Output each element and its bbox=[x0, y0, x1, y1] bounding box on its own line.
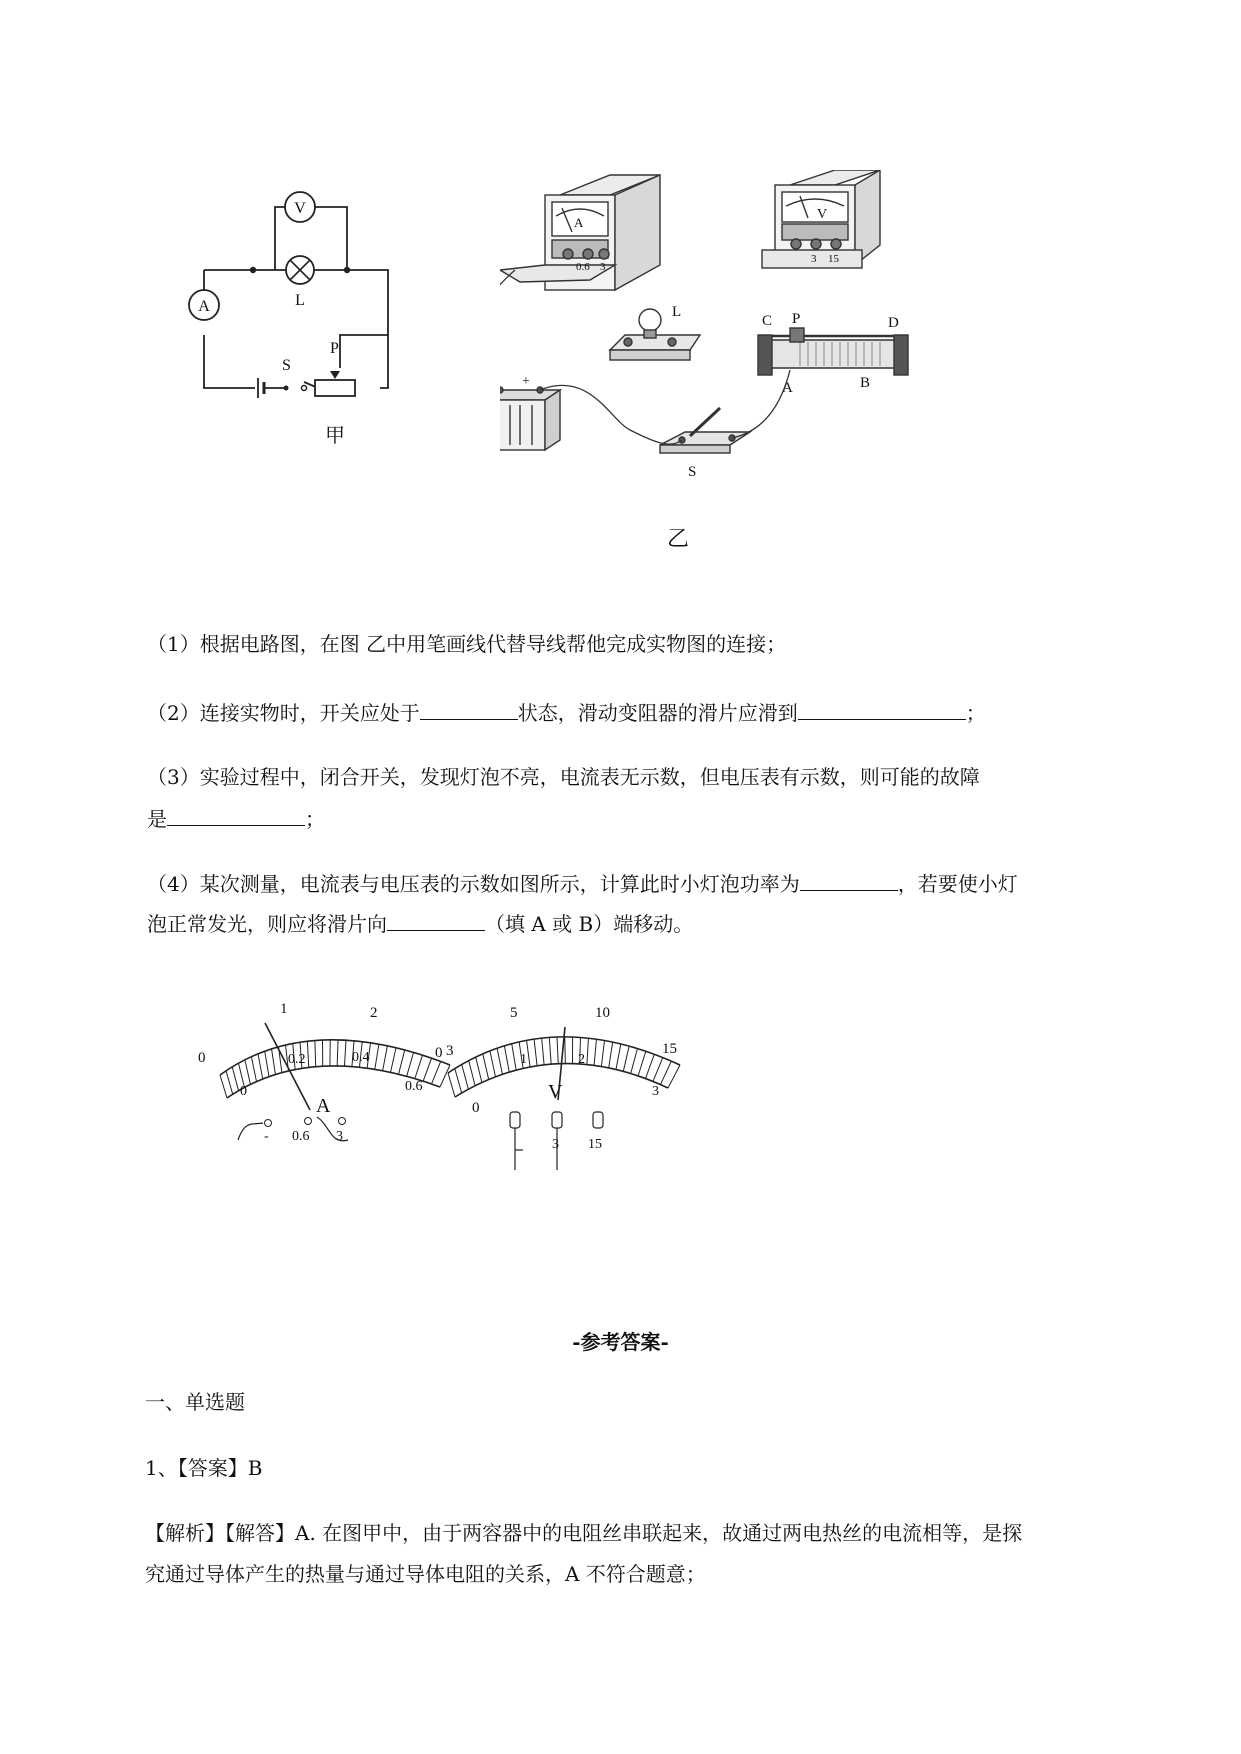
dial-tick bbox=[226, 1071, 233, 1094]
dial-tick bbox=[399, 1050, 405, 1074]
question-4-part-b: ，若要使小灯 bbox=[897, 872, 1018, 896]
ammeter-inner-tick-3: 0.6 bbox=[405, 1079, 423, 1094]
question-1: （1）根据电路图，在图 乙中用笔画线代替导线帮他完成实物图的连接； bbox=[147, 632, 787, 656]
dial-tick bbox=[383, 1046, 388, 1071]
rheostat-label-a: A bbox=[782, 380, 793, 396]
dial-tick bbox=[245, 1060, 251, 1085]
question-2-part-a: （2）连接实物时，开关应处于 bbox=[147, 701, 420, 725]
question-4-part-c: 泡正常发光，则应将滑片向 bbox=[147, 912, 387, 936]
ammeter-dial bbox=[198, 1001, 454, 1144]
answer-blank-fault[interactable] bbox=[167, 803, 305, 826]
dial-tick bbox=[258, 1054, 263, 1079]
dial-tick bbox=[631, 1049, 638, 1074]
dial-tick bbox=[646, 1054, 655, 1078]
dial-tick bbox=[251, 1057, 256, 1082]
dial-tick bbox=[534, 1039, 537, 1066]
battery-plus-label: + bbox=[522, 374, 530, 389]
analysis-line-1: 【解析】【解答】A. 在图甲中，由于两容器中的电阻丝串联起来，故通过两电热丝的电流相等，是探 bbox=[145, 1521, 1023, 1545]
ammeter-terminal-0.6: 0.6 bbox=[292, 1129, 310, 1144]
answer-blank-power[interactable] bbox=[800, 868, 898, 891]
dial-tick bbox=[490, 1051, 496, 1077]
figure-caption-yi: 乙 bbox=[666, 526, 690, 551]
meter-readings-figure bbox=[190, 995, 770, 1195]
ammeter-face-label: A bbox=[574, 215, 584, 230]
dial-tick bbox=[638, 1051, 646, 1076]
voltmeter-terminal-15: 15 bbox=[588, 1137, 602, 1152]
question-3-part-b: 是 bbox=[147, 807, 167, 831]
lamp-label: L bbox=[295, 292, 305, 309]
voltmeter-terminal-3: 3 bbox=[552, 1137, 559, 1152]
dial-tick bbox=[594, 1039, 596, 1065]
voltmeter-inner-tick-2: 2 bbox=[578, 1052, 585, 1067]
dial-tick bbox=[653, 1058, 663, 1082]
dial-tick bbox=[344, 1040, 346, 1066]
dial-tick bbox=[565, 1037, 566, 1064]
voltmeter-symbol: V bbox=[548, 1081, 563, 1103]
dial-tick bbox=[423, 1058, 431, 1081]
rheostat-label-p: P bbox=[792, 311, 801, 327]
answer-blank-direction[interactable] bbox=[387, 908, 485, 931]
voltmeter-outer-tick-5: 5 bbox=[510, 1005, 518, 1021]
dial-tick bbox=[557, 1037, 558, 1064]
dial-tick bbox=[455, 1069, 462, 1093]
voltmeter-dial bbox=[435, 1005, 680, 1170]
voltmeter-outer-tick-10: 10 bbox=[595, 1005, 610, 1021]
dial-tick bbox=[668, 1065, 680, 1088]
dial-tick bbox=[549, 1037, 551, 1064]
voltmeter-inner-tick-0: 0 bbox=[472, 1100, 480, 1116]
ammeter-inner-tick-0: 0 bbox=[240, 1084, 247, 1099]
dial-tick bbox=[272, 1049, 276, 1075]
dial-tick bbox=[407, 1052, 414, 1076]
voltmeter-terminal-15: 15 bbox=[828, 253, 839, 265]
dial-tick bbox=[660, 1061, 671, 1084]
rheostat-device bbox=[758, 328, 908, 375]
dial-tick bbox=[415, 1055, 423, 1078]
dial-tick bbox=[476, 1057, 482, 1082]
ammeter-terminal-3: 3 bbox=[336, 1129, 343, 1144]
dial-tick bbox=[497, 1048, 502, 1074]
rheostat-label-b: B bbox=[860, 375, 871, 391]
ammeter-outer-tick-3: 3 bbox=[446, 1043, 454, 1059]
ammeter-outer-tick-0: 0 bbox=[198, 1050, 206, 1066]
dial-tick bbox=[512, 1044, 516, 1070]
voltmeter-outer-tick-0: 0 bbox=[435, 1045, 443, 1061]
voltmeter-face-label: V bbox=[817, 207, 828, 222]
dial-tick bbox=[587, 1038, 589, 1064]
dial-tick bbox=[616, 1044, 621, 1070]
question-2 bbox=[147, 697, 1147, 727]
dial-tick bbox=[265, 1051, 269, 1076]
ammeter-inner-tick-1: 0.2 bbox=[288, 1052, 306, 1067]
question-4-line-1 bbox=[147, 868, 1147, 898]
rheostat-label-c: C bbox=[762, 313, 773, 329]
dial-tick bbox=[448, 1073, 455, 1097]
question-3-line-1: （3）实验过程中，闭合开关，发现灯泡不亮，电流表无示数，但电压表有示数，则可能的故障 bbox=[147, 765, 980, 789]
ammeter-outer-tick-1: 1 bbox=[280, 1001, 288, 1017]
dial-tick bbox=[462, 1065, 469, 1090]
rheostat-label-d: D bbox=[888, 315, 899, 331]
dial-tick bbox=[220, 1075, 227, 1098]
dial-tick bbox=[623, 1046, 629, 1071]
voltmeter-terminal-3: 3 bbox=[811, 253, 817, 265]
dial-tick bbox=[391, 1048, 396, 1073]
ammeter-label: A bbox=[198, 298, 210, 315]
analysis-line-2: 究通过导体产生的热量与通过导体电阻的关系，A 不符合题意； bbox=[145, 1562, 706, 1586]
dial-tick bbox=[375, 1044, 379, 1069]
answer-section-title: -参考答案- bbox=[572, 1330, 669, 1354]
dial-tick bbox=[601, 1041, 604, 1067]
dial-tick bbox=[527, 1040, 531, 1067]
lamp-device bbox=[610, 309, 700, 360]
switch-device-label: S bbox=[688, 464, 697, 480]
dial-tick bbox=[307, 1041, 308, 1067]
slider-label: P bbox=[330, 340, 339, 357]
dial-tick bbox=[232, 1067, 238, 1091]
apparatus-diagram-yi bbox=[500, 170, 1020, 560]
question-2-part-c: ； bbox=[965, 701, 986, 725]
question-3-line-2 bbox=[147, 803, 1147, 833]
section-heading: 一、单选题 bbox=[145, 1390, 245, 1414]
question-4-line-2 bbox=[147, 908, 1147, 938]
ammeter-terminal-minus: - bbox=[264, 1129, 269, 1144]
voltmeter-outer-tick-15: 15 bbox=[662, 1041, 677, 1057]
lamp-device-label: L bbox=[672, 304, 682, 320]
question-2-part-b: 状态，滑动变阻器的滑片应滑到 bbox=[517, 701, 798, 725]
voltmeter-inner-tick-1: 1 bbox=[520, 1052, 527, 1067]
dial-tick bbox=[315, 1040, 316, 1066]
ammeter-outer-tick-2: 2 bbox=[370, 1005, 378, 1021]
question-4-part-a: （4）某次测量，电流表与电压表的示数如图所示，计算此时小灯泡功率为 bbox=[147, 872, 800, 896]
question-3-part-c: ； bbox=[305, 807, 325, 831]
dial-tick bbox=[432, 1061, 441, 1084]
dial-tick bbox=[504, 1046, 509, 1072]
ammeter-terminal-3: 3 bbox=[600, 261, 606, 273]
dial-tick bbox=[609, 1042, 613, 1068]
figure-caption-jia: 甲 bbox=[325, 425, 345, 447]
voltmeter-label: V bbox=[294, 200, 306, 217]
ammeter-terminal-0.6: 0.6 bbox=[576, 261, 590, 273]
dial-tick bbox=[469, 1061, 475, 1086]
dial-tick bbox=[337, 1040, 338, 1066]
dial-tick bbox=[542, 1038, 544, 1065]
question-4-part-d: （填 A 或 B）端移动。 bbox=[485, 912, 694, 936]
answer-blank-switch-state[interactable] bbox=[420, 697, 518, 720]
ammeter-inner-tick-2: 0.4 bbox=[352, 1050, 370, 1065]
dial-tick bbox=[483, 1054, 489, 1080]
answer-1: 1、【答案】B bbox=[145, 1456, 263, 1480]
ammeter-symbol: A bbox=[316, 1095, 331, 1117]
battery-device bbox=[500, 387, 560, 450]
circuit-diagram-jia bbox=[180, 185, 440, 465]
switch-label: S bbox=[282, 357, 291, 374]
answer-blank-slider-position[interactable] bbox=[798, 697, 966, 720]
switch-device bbox=[660, 408, 750, 453]
voltmeter-inner-tick-3: 3 bbox=[652, 1084, 659, 1099]
